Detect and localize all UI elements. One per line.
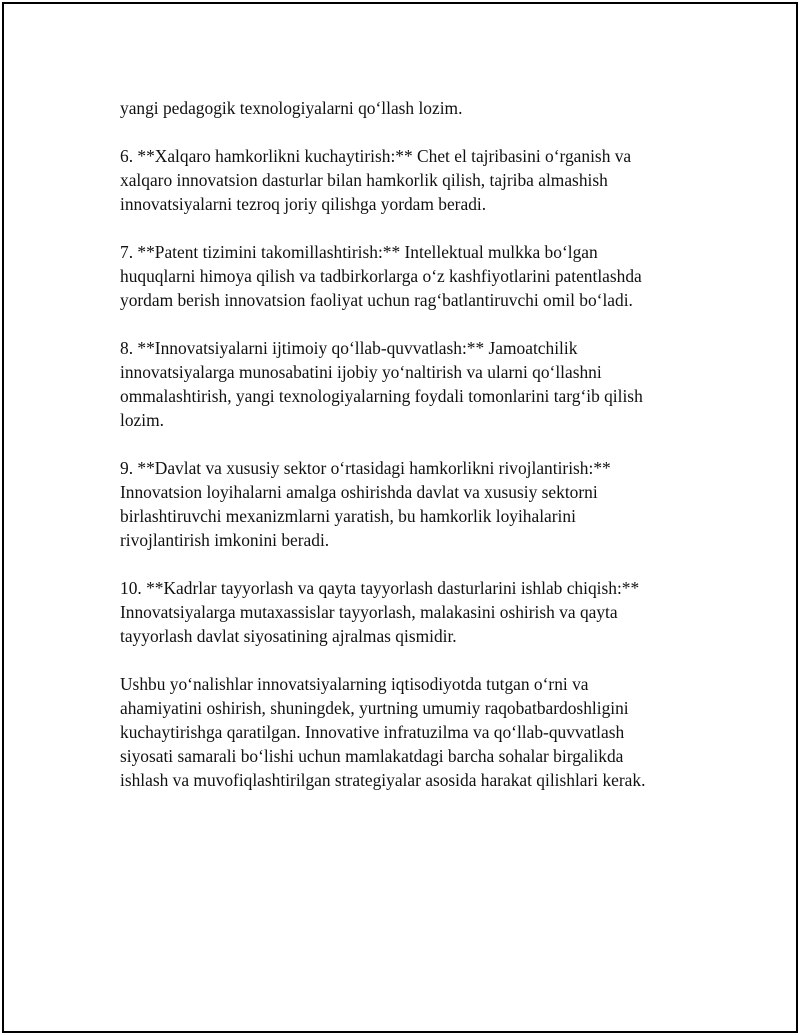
- text-line: Innovatsion loyihalarni amalga oshirishda davlat va xususiy sektorni: [120, 482, 598, 502]
- text-line: tayyorlash davlat siyosatining ajralmas qismidir.: [120, 626, 457, 646]
- document-body: [120, 96, 692, 816]
- text-line: 9. **Davlat va xususiy sektor o‘rtasidagi hamkorlikni rivojlantirish:**: [120, 458, 611, 478]
- page-frame: [2, 2, 798, 1033]
- text-line: innovatsiyalarni tezroq joriy qilishga yordam beradi.: [120, 194, 487, 214]
- paragraph-intro-continuation: [120, 96, 692, 120]
- text-line: siyosati samarali bo‘lishi uchun mamlakatdagi barcha sohalar birgalikda: [120, 746, 624, 766]
- text-line: 10. **Kadrlar tayyorlash va qayta tayyorlash dasturlarini ishlab chiqish:**: [120, 578, 640, 598]
- text-line: ishlash va muvofiqlashtirilgan strategiyalar asosida harakat qilishlari kerak.: [120, 770, 646, 790]
- paragraph-item-10: [120, 576, 692, 648]
- text-line: lozim.: [120, 410, 164, 430]
- paragraph-item-9: [120, 456, 692, 552]
- paragraph-item-6: [120, 144, 692, 216]
- paragraph-item-7: [120, 240, 692, 312]
- text-line: rivojlantirish imkonini beradi.: [120, 530, 330, 550]
- text-line: xalqaro innovatsion dasturlar bilan hamkorlik qilish, tajriba almashish: [120, 170, 608, 190]
- paragraph-item-8: [120, 336, 692, 432]
- text-line: birlashtiruvchi mexanizmlarni yaratish, bu hamkorlik loyihalarini: [120, 506, 576, 526]
- text-line: 8. **Innovatsiyalarni ijtimoiy qo‘llab-quvvatlash:** Jamoatchilik: [120, 338, 578, 358]
- text-line: Innovatsiyalarga mutaxassislar tayyorlash, malakasini oshirish va qayta: [120, 602, 618, 622]
- text-line: 7. **Patent tizimini takomillashtirish:** Intellektual mulkka bo‘lgan: [120, 242, 598, 262]
- text-line: 6. **Xalqaro hamkorlikni kuchaytirish:** Chet el tajribasini o‘rganish va: [120, 146, 632, 166]
- text-line: innovatsiyalarga munosabatini ijobiy yo‘naltirish va ularni qo‘llashni: [120, 362, 602, 382]
- text-line: Ushbu yo‘nalishlar innovatsiyalarning iqtisodiyotda tutgan o‘rni va: [120, 674, 589, 694]
- text-line: ahamiyatini oshirish, shuningdek, yurtning umumiy raqobatbardoshligini: [120, 698, 629, 718]
- text-line: ommalashtirish, yangi texnologiyalarning foydali tomonlarini targ‘ib qilish: [120, 386, 643, 406]
- text-line: yordam berish innovatsion faoliyat uchun rag‘batlantiruvchi omil bo‘ladi.: [120, 290, 633, 310]
- text-line: yangi pedagogik texnologiyalarni qo‘llash lozim.: [120, 98, 463, 118]
- paragraph-conclusion: [120, 672, 692, 792]
- text-line: kuchaytirishga qaratilgan. Innovative infratuzilma va qo‘llab-quvvatlash: [120, 722, 625, 742]
- text-line: huquqlarni himoya qilish va tadbirkorlarga o‘z kashfiyotlarini patentlashda: [120, 266, 642, 286]
